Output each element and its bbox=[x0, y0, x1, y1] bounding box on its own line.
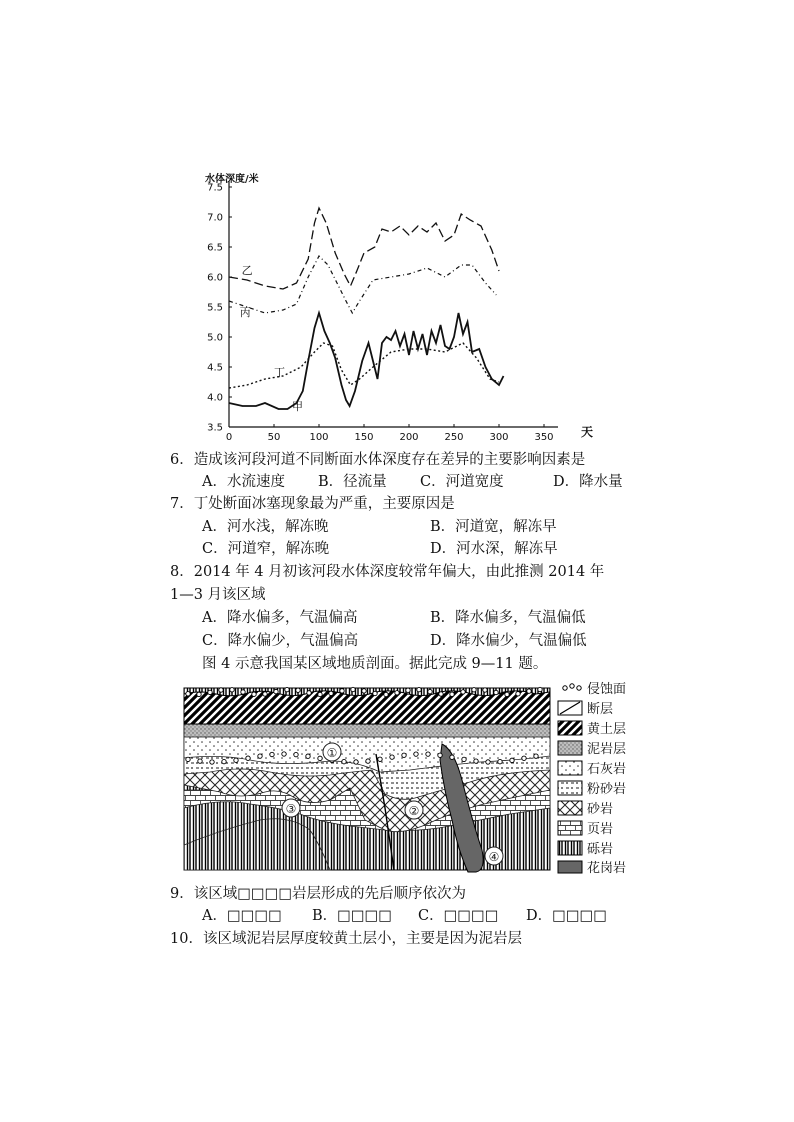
x-tick-label: 350 bbox=[534, 432, 554, 443]
svg-text:断层: 断层 bbox=[587, 702, 614, 717]
q7-option-d: D．河水深，解冻早 bbox=[430, 541, 558, 557]
section-body bbox=[184, 688, 550, 872]
question-7-stem: 7．丁处断面冰塞现象最为严重，主要原因是 bbox=[170, 496, 455, 512]
q8-option-d: D．降水偏少，气温偏低 bbox=[430, 633, 587, 649]
y-tick-label: 6.0 bbox=[207, 272, 223, 284]
y-tick-label: 5.5 bbox=[207, 302, 223, 314]
q7-option-b: B．河道宽，解冻早 bbox=[430, 519, 557, 535]
q7-option-c: C．河道窄，解冻晚 bbox=[202, 541, 330, 557]
q9-option-d: D．□□□□ bbox=[526, 908, 607, 924]
q6-option-c: C．河道宽度 bbox=[420, 474, 504, 490]
legend-conglomerate bbox=[558, 841, 613, 857]
svg-text:页岩: 页岩 bbox=[587, 822, 614, 837]
y-tick-label: 4.0 bbox=[207, 392, 223, 404]
svg-text:花岗岩: 花岗岩 bbox=[587, 861, 627, 875]
x-tick-label: 100 bbox=[309, 432, 329, 443]
q9-option-b: B．□□□□ bbox=[312, 908, 392, 924]
q9-option-c: C．□□□□ bbox=[418, 908, 499, 924]
x-tick-label: 50 bbox=[267, 432, 281, 443]
svg-text:侵蚀面: 侵蚀面 bbox=[587, 682, 627, 697]
chart-axes bbox=[229, 181, 558, 427]
depth-line-chart bbox=[195, 160, 615, 445]
question-9-stem: 9．该区域□□□□岩层形成的先后顺序依次为 bbox=[170, 886, 467, 902]
marker-1 bbox=[323, 743, 341, 761]
marker-3 bbox=[282, 799, 300, 817]
legend-shale bbox=[558, 821, 613, 837]
series-label-1: 乙 bbox=[241, 264, 253, 277]
y-tick-label: 6.5 bbox=[207, 242, 223, 254]
x-tick-labels bbox=[226, 432, 554, 443]
q9-option-a: A．□□□□ bbox=[202, 908, 282, 924]
x-tick-label: 150 bbox=[354, 432, 374, 443]
svg-text:砂岩: 砂岩 bbox=[587, 802, 614, 817]
svg-text:③: ③ bbox=[285, 802, 297, 816]
legend-mudstone bbox=[558, 741, 626, 757]
series-line-2 bbox=[229, 256, 496, 313]
y-tick-label: 5.0 bbox=[207, 332, 223, 344]
legend-erosion-surface bbox=[563, 681, 626, 697]
y-tick-label: 4.5 bbox=[207, 362, 223, 374]
marker-2 bbox=[405, 801, 423, 819]
question-8-stem-line2: 1—3 月该区域 bbox=[170, 587, 266, 603]
x-tick-label: 0 bbox=[225, 432, 233, 443]
series-labels bbox=[240, 264, 303, 413]
svg-text:黄土层: 黄土层 bbox=[587, 722, 627, 737]
legend-sandstone bbox=[558, 801, 613, 817]
series-line-4 bbox=[229, 313, 504, 409]
q8-option-c: C．降水偏少，气温偏高 bbox=[202, 633, 359, 649]
svg-text:砾岩: 砾岩 bbox=[587, 842, 614, 857]
legend-siltstone bbox=[558, 781, 626, 797]
svg-text:④: ④ bbox=[488, 850, 500, 864]
y-tick-labels bbox=[207, 183, 223, 434]
y-tick-label: 3.5 bbox=[207, 422, 223, 434]
q6-option-b: B．径流量 bbox=[318, 474, 387, 490]
y-tick-label: 7.0 bbox=[207, 212, 223, 224]
y-axis-title: 水体深度/米 bbox=[205, 174, 259, 185]
q8-option-a: A．降水偏多，气温偏高 bbox=[202, 610, 358, 626]
series-label-3: 丁 bbox=[274, 366, 285, 379]
svg-text:粉砂岩: 粉砂岩 bbox=[587, 782, 627, 797]
y-tick-label: 7.5 bbox=[207, 182, 223, 194]
figure-4-intro: 图 4 示意我国某区域地质剖面。据此完成 9—11 题。 bbox=[202, 656, 548, 672]
question-10-stem: 10．该区域泥岩层厚度较黄土层小，主要是因为泥岩层 bbox=[170, 931, 522, 947]
legend-fault bbox=[558, 701, 613, 717]
chart-series bbox=[229, 208, 504, 409]
svg-text:泥岩层: 泥岩层 bbox=[587, 742, 627, 757]
legend-limestone bbox=[558, 761, 626, 777]
q6-option-d: D．降水量 bbox=[553, 474, 623, 490]
series-line-1 bbox=[229, 208, 499, 289]
legend-granite bbox=[558, 860, 626, 875]
series-line-3 bbox=[229, 343, 499, 388]
marker-4 bbox=[485, 847, 503, 865]
q6-option-a: A．水流速度 bbox=[202, 474, 285, 490]
geology-legend bbox=[558, 681, 626, 875]
question-8-stem-line1: 8．2014 年 4 月初该河段水体深度较常年偏大，由此推测 2014 年 bbox=[170, 564, 605, 580]
svg-text:②: ② bbox=[408, 804, 420, 818]
series-label-2: 丙 bbox=[239, 306, 251, 319]
legend-loess bbox=[558, 721, 626, 737]
x-tick-label: 300 bbox=[489, 432, 509, 443]
geology-cross-section bbox=[180, 680, 650, 875]
question-6-stem: 6．造成该河段河道不同断面水体深度存在差异的主要影响因素是 bbox=[170, 452, 586, 468]
x-axis-title: 天 bbox=[581, 425, 594, 439]
x-tick-label: 250 bbox=[444, 432, 464, 443]
x-tick-label: 200 bbox=[399, 432, 419, 443]
q7-option-a: A．河水浅，解冻晚 bbox=[202, 519, 329, 535]
series-label-4: 甲 bbox=[292, 400, 303, 414]
q8-option-b: B．降水偏多，气温偏低 bbox=[430, 610, 586, 626]
svg-text:①: ① bbox=[326, 746, 338, 760]
svg-text:石灰岩: 石灰岩 bbox=[587, 762, 627, 777]
